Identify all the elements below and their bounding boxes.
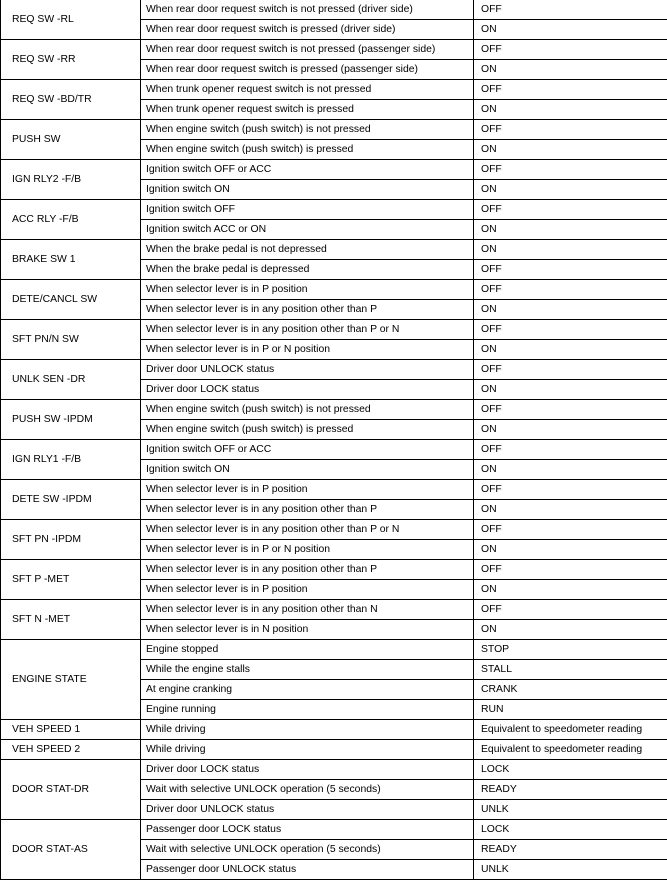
value-cell: ON bbox=[474, 580, 667, 600]
condition-cell: When selector lever is in any position other than P bbox=[141, 500, 474, 520]
monitor-item-name: VEH SPEED 1 bbox=[1, 720, 141, 740]
table-row bbox=[1, 640, 667, 660]
condition-cell: When trunk opener request switch is not pressed bbox=[141, 80, 474, 100]
monitor-item-name: DETE/CANCL SW bbox=[1, 280, 141, 320]
value-cell: ON bbox=[474, 500, 667, 520]
condition-cell: When selector lever is in P or N position bbox=[141, 340, 474, 360]
table-row bbox=[1, 320, 667, 340]
value-cell: RUN bbox=[474, 700, 667, 720]
value-cell: ON bbox=[474, 240, 667, 260]
condition-cell: Ignition switch OFF bbox=[141, 200, 474, 220]
monitor-item-name: DETE SW -IPDM bbox=[1, 480, 141, 520]
condition-cell: Ignition switch OFF or ACC bbox=[141, 440, 474, 460]
condition-cell: Engine running bbox=[141, 700, 474, 720]
condition-cell: Driver door UNLOCK status bbox=[141, 800, 474, 820]
table-row bbox=[1, 560, 667, 580]
value-cell: ON bbox=[474, 220, 667, 240]
value-cell: ON bbox=[474, 300, 667, 320]
value-cell: ON bbox=[474, 20, 667, 40]
condition-cell: When engine switch (push switch) is not pressed bbox=[141, 400, 474, 420]
condition-cell: Driver door LOCK status bbox=[141, 380, 474, 400]
table-row bbox=[1, 820, 667, 840]
monitor-item-name: PUSH SW bbox=[1, 120, 141, 160]
value-cell: OFF bbox=[474, 120, 667, 140]
value-cell: OFF bbox=[474, 40, 667, 60]
value-cell: ON bbox=[474, 60, 667, 80]
condition-cell: Wait with selective UNLOCK operation (5 seconds) bbox=[141, 780, 474, 800]
value-cell: LOCK bbox=[474, 820, 667, 840]
monitor-item-name: REQ SW -RL bbox=[1, 0, 141, 40]
monitor-item-name: DOOR STAT-DR bbox=[1, 760, 141, 820]
condition-cell: When rear door request switch is pressed (passenger side) bbox=[141, 60, 474, 80]
value-cell: OFF bbox=[474, 280, 667, 300]
value-cell: OFF bbox=[474, 520, 667, 540]
table-row bbox=[1, 80, 667, 100]
monitor-item-name: IGN RLY1 -F/B bbox=[1, 440, 141, 480]
table-row bbox=[1, 360, 667, 380]
value-cell: OFF bbox=[474, 160, 667, 180]
condition-cell: When selector lever is in any position other than P bbox=[141, 300, 474, 320]
monitor-item-name: ACC RLY -F/B bbox=[1, 200, 141, 240]
value-cell: OFF bbox=[474, 260, 667, 280]
condition-cell: When the brake pedal is not depressed bbox=[141, 240, 474, 260]
monitor-item-name: SFT N -MET bbox=[1, 600, 141, 640]
condition-cell: When the brake pedal is depressed bbox=[141, 260, 474, 280]
value-cell: OFF bbox=[474, 480, 667, 500]
value-cell: ON bbox=[474, 420, 667, 440]
table-row bbox=[1, 400, 667, 420]
condition-cell: When engine switch (push switch) is pressed bbox=[141, 420, 474, 440]
monitor-item-name: UNLK SEN -DR bbox=[1, 360, 141, 400]
condition-cell: When trunk opener request switch is pressed bbox=[141, 100, 474, 120]
value-cell: OFF bbox=[474, 80, 667, 100]
monitor-item-name: SFT P -MET bbox=[1, 560, 141, 600]
condition-cell: While the engine stalls bbox=[141, 660, 474, 680]
value-cell: OFF bbox=[474, 560, 667, 580]
table-row bbox=[1, 760, 667, 780]
value-cell: READY bbox=[474, 780, 667, 800]
monitor-item-name: REQ SW -BD/TR bbox=[1, 80, 141, 120]
table-row bbox=[1, 440, 667, 460]
table-row bbox=[1, 200, 667, 220]
table-row bbox=[1, 120, 667, 140]
monitor-item-name: SFT PN -IPDM bbox=[1, 520, 141, 560]
table-row bbox=[1, 480, 667, 500]
value-cell: OFF bbox=[474, 200, 667, 220]
monitor-item-name: SFT PN/N SW bbox=[1, 320, 141, 360]
table-row bbox=[1, 740, 667, 760]
condition-cell: Passenger door LOCK status bbox=[141, 820, 474, 840]
condition-cell: When selector lever is in P position bbox=[141, 580, 474, 600]
condition-cell: Ignition switch ON bbox=[141, 180, 474, 200]
value-cell: OFF bbox=[474, 320, 667, 340]
condition-cell: When selector lever is in P or N position bbox=[141, 540, 474, 560]
value-cell: Equivalent to speedometer reading bbox=[474, 740, 667, 760]
value-cell: OFF bbox=[474, 600, 667, 620]
monitor-item-name: IGN RLY2 -F/B bbox=[1, 160, 141, 200]
table-row bbox=[1, 720, 667, 740]
condition-cell: When engine switch (push switch) is pressed bbox=[141, 140, 474, 160]
condition-cell: Ignition switch ON bbox=[141, 460, 474, 480]
value-cell: OFF bbox=[474, 400, 667, 420]
condition-cell: Engine stopped bbox=[141, 640, 474, 660]
monitor-item-table-body bbox=[1, 0, 667, 880]
monitor-item-name: ENGINE STATE bbox=[1, 640, 141, 720]
condition-cell: Wait with selective UNLOCK operation (5 seconds) bbox=[141, 840, 474, 860]
value-cell: ON bbox=[474, 540, 667, 560]
condition-cell: When rear door request switch is pressed (driver side) bbox=[141, 20, 474, 40]
condition-cell: Ignition switch OFF or ACC bbox=[141, 160, 474, 180]
monitor-item-name: REQ SW -RR bbox=[1, 40, 141, 80]
value-cell: LOCK bbox=[474, 760, 667, 780]
condition-cell: While driving bbox=[141, 740, 474, 760]
condition-cell: When selector lever is in any position other than N bbox=[141, 600, 474, 620]
condition-cell: Passenger door UNLOCK status bbox=[141, 860, 474, 880]
value-cell: ON bbox=[474, 180, 667, 200]
value-cell: ON bbox=[474, 380, 667, 400]
value-cell: ON bbox=[474, 620, 667, 640]
condition-cell: When rear door request switch is not pressed (driver side) bbox=[141, 0, 474, 20]
condition-cell: When rear door request switch is not pressed (passenger side) bbox=[141, 40, 474, 60]
condition-cell: When engine switch (push switch) is not pressed bbox=[141, 120, 474, 140]
condition-cell: When selector lever is in any position other than P or N bbox=[141, 320, 474, 340]
condition-cell: When selector lever is in any position other than P or N bbox=[141, 520, 474, 540]
table-row bbox=[1, 280, 667, 300]
value-cell: ON bbox=[474, 100, 667, 120]
value-cell: STOP bbox=[474, 640, 667, 660]
condition-cell: At engine cranking bbox=[141, 680, 474, 700]
condition-cell: While driving bbox=[141, 720, 474, 740]
table-row bbox=[1, 240, 667, 260]
table-row bbox=[1, 600, 667, 620]
table-row bbox=[1, 520, 667, 540]
value-cell: READY bbox=[474, 840, 667, 860]
condition-cell: Driver door UNLOCK status bbox=[141, 360, 474, 380]
table-row bbox=[1, 0, 667, 20]
value-cell: OFF bbox=[474, 360, 667, 380]
value-cell: ON bbox=[474, 460, 667, 480]
value-cell: OFF bbox=[474, 440, 667, 460]
table-row bbox=[1, 160, 667, 180]
value-cell: STALL bbox=[474, 660, 667, 680]
condition-cell: Driver door LOCK status bbox=[141, 760, 474, 780]
value-cell: CRANK bbox=[474, 680, 667, 700]
condition-cell: When selector lever is in P position bbox=[141, 280, 474, 300]
value-cell: ON bbox=[474, 340, 667, 360]
condition-cell: When selector lever is in P position bbox=[141, 480, 474, 500]
monitor-item-name: DOOR STAT-AS bbox=[1, 820, 141, 880]
value-cell: UNLK bbox=[474, 860, 667, 880]
monitor-item-name: PUSH SW -IPDM bbox=[1, 400, 141, 440]
condition-cell: When selector lever is in N position bbox=[141, 620, 474, 640]
monitor-item-name: BRAKE SW 1 bbox=[1, 240, 141, 280]
value-cell: UNLK bbox=[474, 800, 667, 820]
value-cell: OFF bbox=[474, 0, 667, 20]
value-cell: ON bbox=[474, 140, 667, 160]
table-row bbox=[1, 40, 667, 60]
value-cell: Equivalent to speedometer reading bbox=[474, 720, 667, 740]
condition-cell: When selector lever is in any position other than P bbox=[141, 560, 474, 580]
monitor-item-name: VEH SPEED 2 bbox=[1, 740, 141, 760]
condition-cell: Ignition switch ACC or ON bbox=[141, 220, 474, 240]
